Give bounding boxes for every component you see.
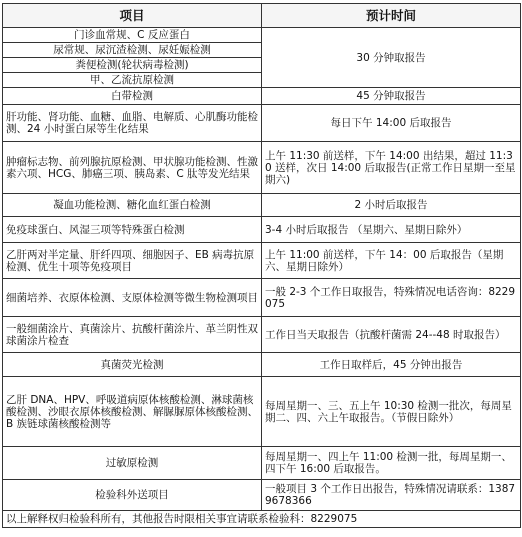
table-row <box>3 447 521 480</box>
table-row <box>3 480 521 511</box>
footer-note: 以上解释权归检验科所有，其他报告时限相关事宜请联系检验科：8229075 <box>3 511 521 528</box>
table-row <box>3 217 521 243</box>
row-item: 甲、乙流抗原检测 <box>3 73 262 88</box>
row-time: 一般 2-3 个工作日取报告，特殊情况电话咨询：8229075 <box>262 279 521 317</box>
row-item: 肝功能、肾功能、血糖、血脂、电解质、心肌酶功能检测、24 小时蛋白尿等生化结果 <box>3 105 262 142</box>
row-time: 3-4 小时后取报告 （星期六、星期日除外） <box>262 217 521 243</box>
row-item: 乙肝两对半定量、肝纤四项、细胞因子、EB 病毒抗原检测、优生十项等免疫项目 <box>3 243 262 279</box>
row-time: 一般项目 3 个工作日出报告，特殊情况请联系：13879678366 <box>262 480 521 511</box>
row-time: 上午 11:00 前送样，下午 14：00 后取报告（星期六、星期日除外） <box>262 243 521 279</box>
row-time: 工作日当天取报告（抗酸杆菌需 24--48 时取报告） <box>262 317 521 353</box>
row-time: 工作日取样后，45 分钟出报告 <box>262 353 521 377</box>
row-item: 尿常规、尿沉渣检测、尿妊娠检测 <box>3 43 262 58</box>
table-row <box>3 353 521 377</box>
row-item: 门诊血常规、C 反应蛋白 <box>3 28 262 43</box>
row-time: 45 分钟取报告 <box>262 88 521 105</box>
row-time: 2 小时后取报告 <box>262 194 521 217</box>
row-item: 凝血功能检测、糖化血红蛋白检测 <box>3 194 262 217</box>
report-time-table <box>2 3 521 528</box>
table-row <box>3 28 521 43</box>
row-item: 细菌培养、衣原体检测、支原体检测等微生物检测项目 <box>3 279 262 317</box>
header-item: 项目 <box>3 4 262 28</box>
table-row <box>3 317 521 353</box>
row-time: 每周星期一、四上午 11:00 检测一批，每周星期一、四下午 16:00 后取报告。 <box>262 447 521 480</box>
row-time: 每日下午 14:00 后取报告 <box>262 105 521 142</box>
row-time: 上午 11:30 前送样，下午 14:00 出结果，超过 11:30 送样，次日 14:00 后取报告(正常工作日星期一至星期六) <box>262 142 521 194</box>
header-time: 预计时间 <box>262 4 521 28</box>
table-row <box>3 105 521 142</box>
row-item: 乙肝 DNA、HPV、呼吸道病原体核酸检测、淋球菌核酸检测、沙眼衣原体核酸检测、解脲脲原体核酸检测、B 族链球菌核酸检测等 <box>3 377 262 447</box>
row-item: 一般细菌涂片、真菌涂片、抗酸杆菌涂片、革兰阴性双球菌涂片检查 <box>3 317 262 353</box>
table-row <box>3 194 521 217</box>
row-item: 粪便检测(轮状病毒检测) <box>3 58 262 73</box>
row-item: 免疫球蛋白、风湿三项等特殊蛋白检测 <box>3 217 262 243</box>
table-row <box>3 142 521 194</box>
table-row <box>3 377 521 447</box>
table-row <box>3 279 521 317</box>
table-header-row <box>3 4 521 28</box>
row-item: 检验科外送项目 <box>3 480 262 511</box>
row-time: 每周星期一、三、五上午 10:30 检测一批次，每周星期二、四、六上午取报告。（节假日除外） <box>262 377 521 447</box>
table-footer-row <box>3 511 521 528</box>
table-row <box>3 243 521 279</box>
row-item: 白带检测 <box>3 88 262 105</box>
row-time: 30 分钟取报告 <box>262 28 521 88</box>
row-item: 肿瘤标志物、前列腺抗原检测、甲状腺功能检测、性激素六项、HCG、肺癌三项、胰岛素、C 肽等发光结果 <box>3 142 262 194</box>
table-row <box>3 88 521 105</box>
row-item: 真菌荧光检测 <box>3 353 262 377</box>
row-item: 过敏原检测 <box>3 447 262 480</box>
